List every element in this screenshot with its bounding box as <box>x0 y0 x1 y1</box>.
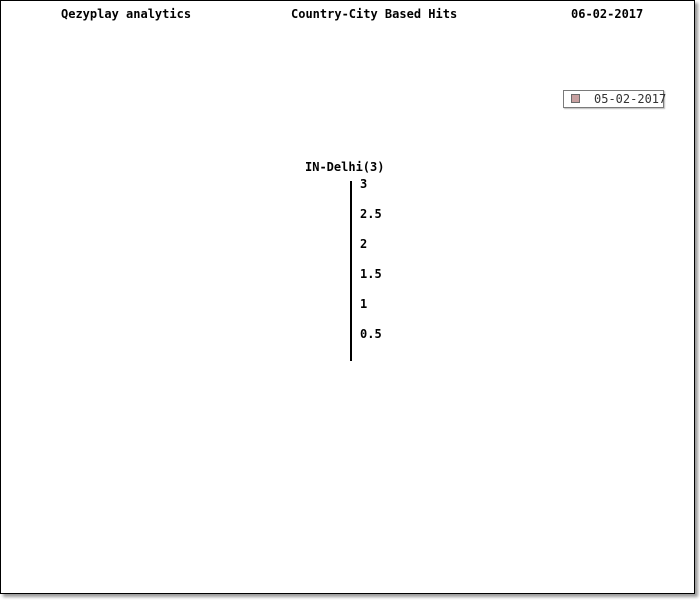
y-tick-label: 0.5 <box>360 327 382 341</box>
y-tick-label: 3 <box>360 177 368 191</box>
category-label: IN-Delhi(3) <box>305 160 385 174</box>
y-tick-label: 1.5 <box>360 267 382 281</box>
legend-label: 05-02-2017 <box>594 92 667 106</box>
y-tick-label: 2.5 <box>360 207 382 221</box>
y-tick-label: 2 <box>360 237 368 251</box>
report-title: Country-City Based Hits <box>291 7 458 21</box>
y-tick-label: 1 <box>360 297 368 311</box>
report-date: 06-02-2017 <box>571 7 644 21</box>
chart-plot <box>1 1 696 595</box>
app-name: Qezyplay analytics <box>61 7 192 21</box>
y-axis-ticks <box>360 177 382 341</box>
